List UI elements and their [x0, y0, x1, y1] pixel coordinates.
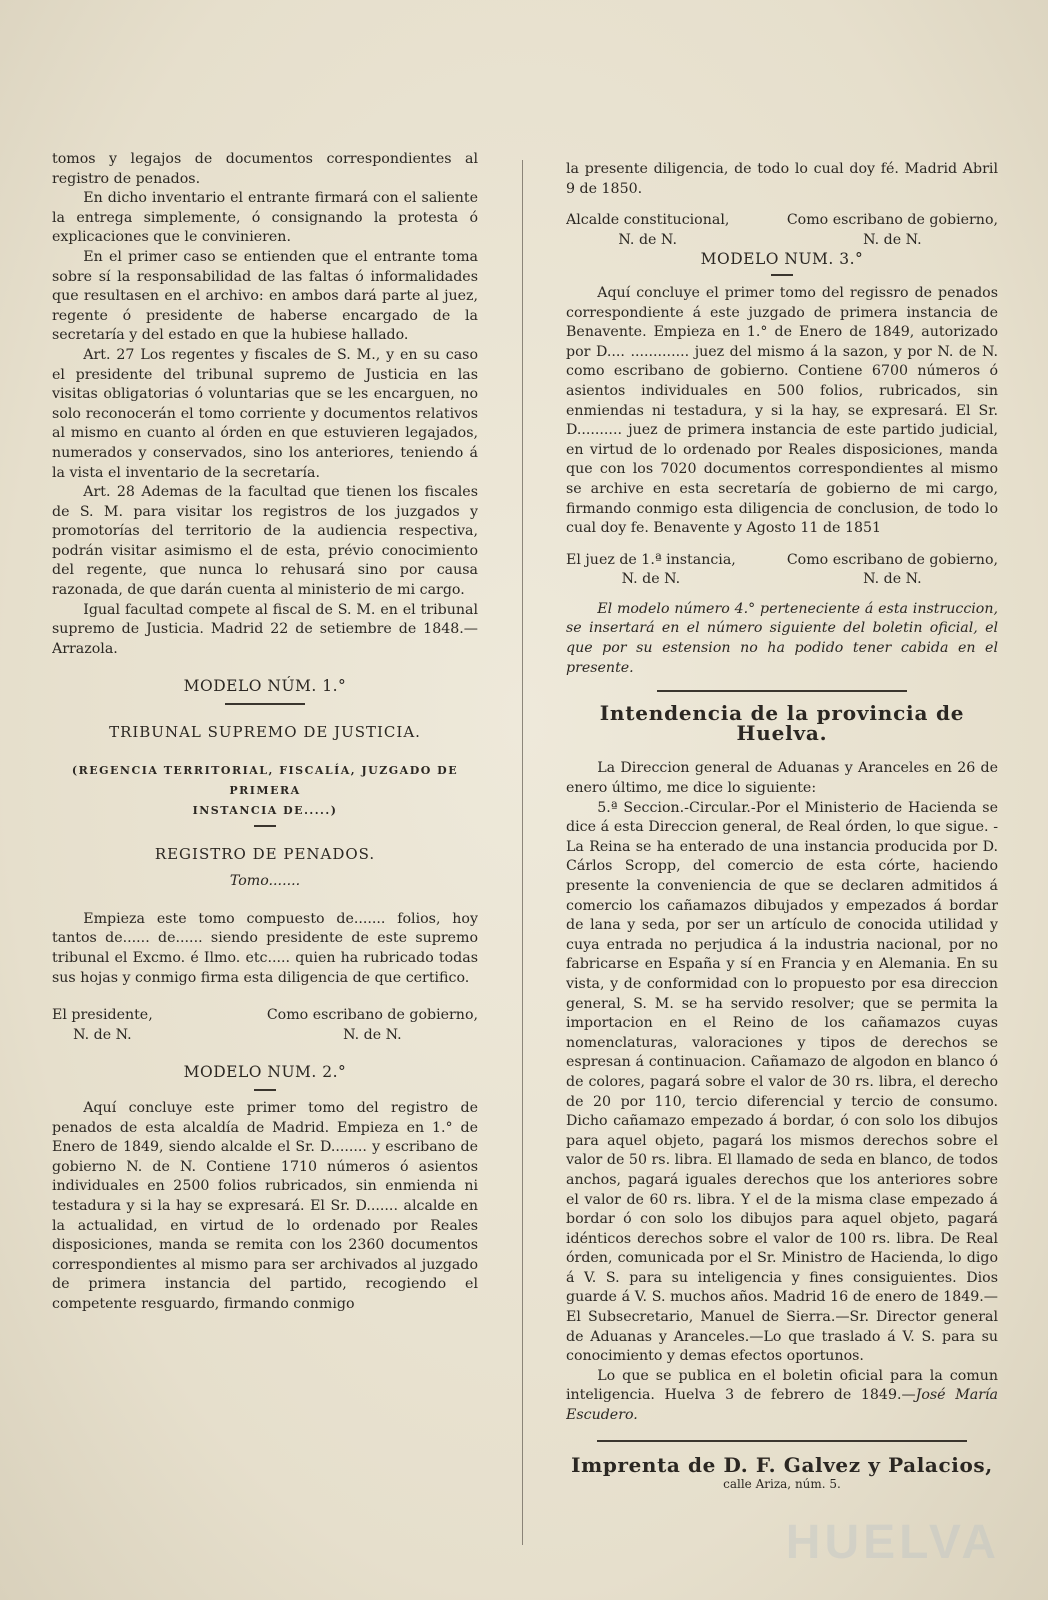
section-heading: Intendencia de la provincia de Huelva. — [599, 701, 965, 745]
signature-name: N. de N. — [343, 1026, 402, 1043]
divider — [771, 274, 793, 276]
tomo-line: Tomo....... — [229, 873, 301, 890]
signatory: José María Escudero. — [566, 1387, 998, 1424]
article-27: Art. 27 Los regentes y fiscales de S. M., y en su caso el presidente del tribunal supremo de Justicia en las visitas obligatorias ó voluntarias que se les encarguen, no solo reconocerán el tomo corriente y documentos relativos al mismo en cuanto al órden en que estuvieren legajados, numerados y conservados, sino los anteriores, teniendo á la vista el inventario de la secretaría. — [52, 346, 478, 481]
divider — [657, 690, 907, 692]
signature-block-1 — [52, 1006, 478, 1045]
signature-role: El juez de 1.ª instancia, — [566, 551, 736, 568]
printer-name: Imprenta de D. F. Galvez y Palacios, — [571, 1452, 993, 1477]
divider — [225, 703, 305, 705]
paragraph: tomos y legajos de documentos correspondientes al registro de penados. — [52, 151, 478, 187]
paragraph: En dicho inventario el entrante firmará con el saliente la entrega simplemente, ó consignando la protesta ó explicaciones que le convinieren. — [52, 190, 478, 246]
article-28: Art. 28 Ademas de la facultad que tienen los fiscales de S. M. para visitar los registros de los juzgados y promotorías del territorio de la audiencia respectiva, podrán visitar asimismo el de esta, prévio conocimiento del regente, que nunca lo rehusará sino por causa razonada, de que darán cuenta al ministerio de mi cargo. — [52, 484, 478, 599]
paragraph: Igual facultad compete al fiscal de S. M. en el tribunal supremo de Justicia. Madrid 22 de setiembre de 1848.—Arrazola. — [52, 601, 478, 657]
signature-name: N. de N. — [618, 231, 677, 248]
signature-block-3 — [566, 551, 998, 590]
archive-watermark: HUELVA — [785, 1516, 1000, 1569]
signature-name: N. de N. — [73, 1026, 132, 1043]
signature-role: Alcalde constitucional, — [566, 212, 730, 229]
instancia-line: INSTANCIA DE.....) — [192, 803, 338, 817]
paragraph: 5.ª Seccion.-Circular.-Por el Ministerio de Hacienda se dice á esta Direccion general, de Real órden, lo que sigue. -La Reina se ha enterado de una instancia producida por D. Cárlos Scropp, del comercio de esta córte, haciendo presente la conveniencia de que se declaren admitidos á comercio los cañamazos dibujados y empezados á bordar de lana y seda, por ser un artículo de conocida utilidad y cuya entrada no perjudica á la industria nacional, por no fabricarse en España y sí en Francia y en Alemania. En su vista, y de conformidad con lo propuesto por esa direccion general, S. M. se ha servido resolver; que se permita la importacion en el Reino de los cañamazos cuyas nomenclaturas, valoraciones y tipos de derechos se espresan á continuacion. Cañamazo de algodon en blanco ó de colores, pagará sobre el valor de 30 rs. libra, el derecho de 20 por 110, tercio diferencial y tercio de consumo. Dicho cañamazo empezado á bordar, ó con solo los dibujos para aquel objeto, pagará los mismos derechos sobre el valor de 50 rs. libra. El llamado de seda en blanco, de todos anchos, pagará iguales derechos que los anteriores sobre el valor de 60 rs. libra. Y el de la misma clase empezado á bordar ó con solo los dibujos para aquel objeto, pagará idénticos derechos sobre el valor de 100 rs. libra. De Real órden, comunicada por el Sr. Ministro de Hacienda, lo digo á V. S. para su inteligencia y fines consiguientes. Dios guarde á V. S. muchos años. Madrid 16 de enero de 1849.—El Subsecretario, Manuel de Sierra.—Sr. Director general de Aduanas y Aranceles.—Lo que traslado á V. S. para su conocimiento y demas efectos oportunos. — [566, 799, 998, 1365]
column-divider — [522, 160, 523, 1545]
model-2-title: MODELO NUM. 2.° — [183, 1063, 347, 1082]
divider — [254, 1089, 276, 1091]
paragraph: La Direccion general de Aduanas y Aranceles en 26 de enero último, me dice lo siguiente: — [566, 760, 998, 797]
divider — [597, 1440, 967, 1442]
signature-role: El presidente, — [52, 1007, 153, 1024]
signature-name: N. de N. — [621, 571, 681, 588]
paragraph: Aquí concluye el primer tomo del regissro de penados correspondiente á este juzgado de primera instancia de Benavente. Empieza en 1.° de Enero de 1849, autorizado por D.... ............. juez del mismo á la sazon, y por N. de N. como escribano de gobierno. Contiene 6700 números ó asientos individuales en 500 folios, rubricados, sin enmiendas ni testadura, y si la hay, se expresará. El Sr. D.......... juez de primera instancia de este partido judicial, en virtud de lo ordenado por Reales disposiciones, manda que con los 7020 documentos correspondientes al mismo se archive en esta secretaría de gobierno de mi cargo, firmando conmigo esta diligencia de conclusion, de todo lo cual doy fe. Benavente y Agosto 11 de 1851 — [566, 284, 998, 537]
left-column — [52, 150, 478, 1540]
model-3-title: MODELO NUM. 3.° — [700, 250, 864, 269]
right-column — [566, 160, 998, 1550]
note-paragraph: El modelo número 4.° perteneciente á esta instruccion, se insertará en el número siguiente del boletin oficial, el que por su estension no ha podido tener cabida en el presente. — [566, 600, 998, 676]
imprint — [566, 1452, 998, 1495]
paragraph: la presente diligencia, de todo lo cual doy fé. Madrid Abril 9 de 1850. — [566, 161, 998, 197]
regencia-line: (REGENCIA TERRITORIAL, FISCALÍA, JUZGADO DE PRIMERA — [71, 763, 459, 797]
model-1-title: MODELO NÚM. 1.° — [183, 677, 347, 696]
tribunal-heading: TRIBUNAL SUPREMO DE JUSTICIA. — [109, 723, 421, 742]
paragraph — [566, 1367, 998, 1426]
paragraph: Aquí concluye este primer tomo del registro de penados de esta alcaldía de Madrid. Empieza en 1.° de Enero de 1849, siendo alcalde el Sr. D........ y escribano de gobierno N. de N. Contiene 1710 números ó asientos individuales en 2500 folios rubricados, sin enmienda ni testadura y si la hay se expresará. El Sr. D....... alcalde en la actualidad, en virtud de lo ordenado por Reales disposiciones, manda se remita con los 2360 documentos correspondientes al mismo para ser archivados al juzgado de primera instancia del partido, recogiendo el competente resguardo, firmando conmigo — [52, 1099, 478, 1312]
signature-role: Como escribano de gobierno, — [786, 551, 998, 568]
paragraph: En el primer caso se entienden que el entrante toma sobre sí la responsabilidad de las faltas ó informalidades que resultasen en el archivo: en ambos dará parte al juez, regente ó presidente de haberse encargado de la secretaría y del estado en que la hubiese hallado. — [52, 248, 478, 344]
signature-name: N. de N. — [863, 571, 922, 588]
registro-heading: REGISTRO DE PENADOS. — [154, 844, 376, 863]
paragraph: Empieza este tomo compuesto de....... folios, hoy tantos de...... de...... siendo presidente de este supremo tribunal el Excmo. é Ilmo. etc..... quien ha rubricado todas sus hojas y conmigo firma esta diligencia de que certifico. — [52, 910, 478, 986]
printer-address: calle Ariza, núm. 5. — [723, 1477, 841, 1492]
signature-name: N. de N. — [863, 231, 922, 248]
signature-block-2 — [566, 211, 998, 250]
paragraph-text: Lo que se publica en el boletin oficial para la comun inteligencia. Huelva 3 de febrero de 1849.— — [566, 1367, 998, 1404]
signature-role: Como escribano de gobierno, — [786, 212, 998, 229]
divider — [254, 825, 276, 827]
signature-role: Como escribano de gobierno, — [266, 1007, 478, 1024]
